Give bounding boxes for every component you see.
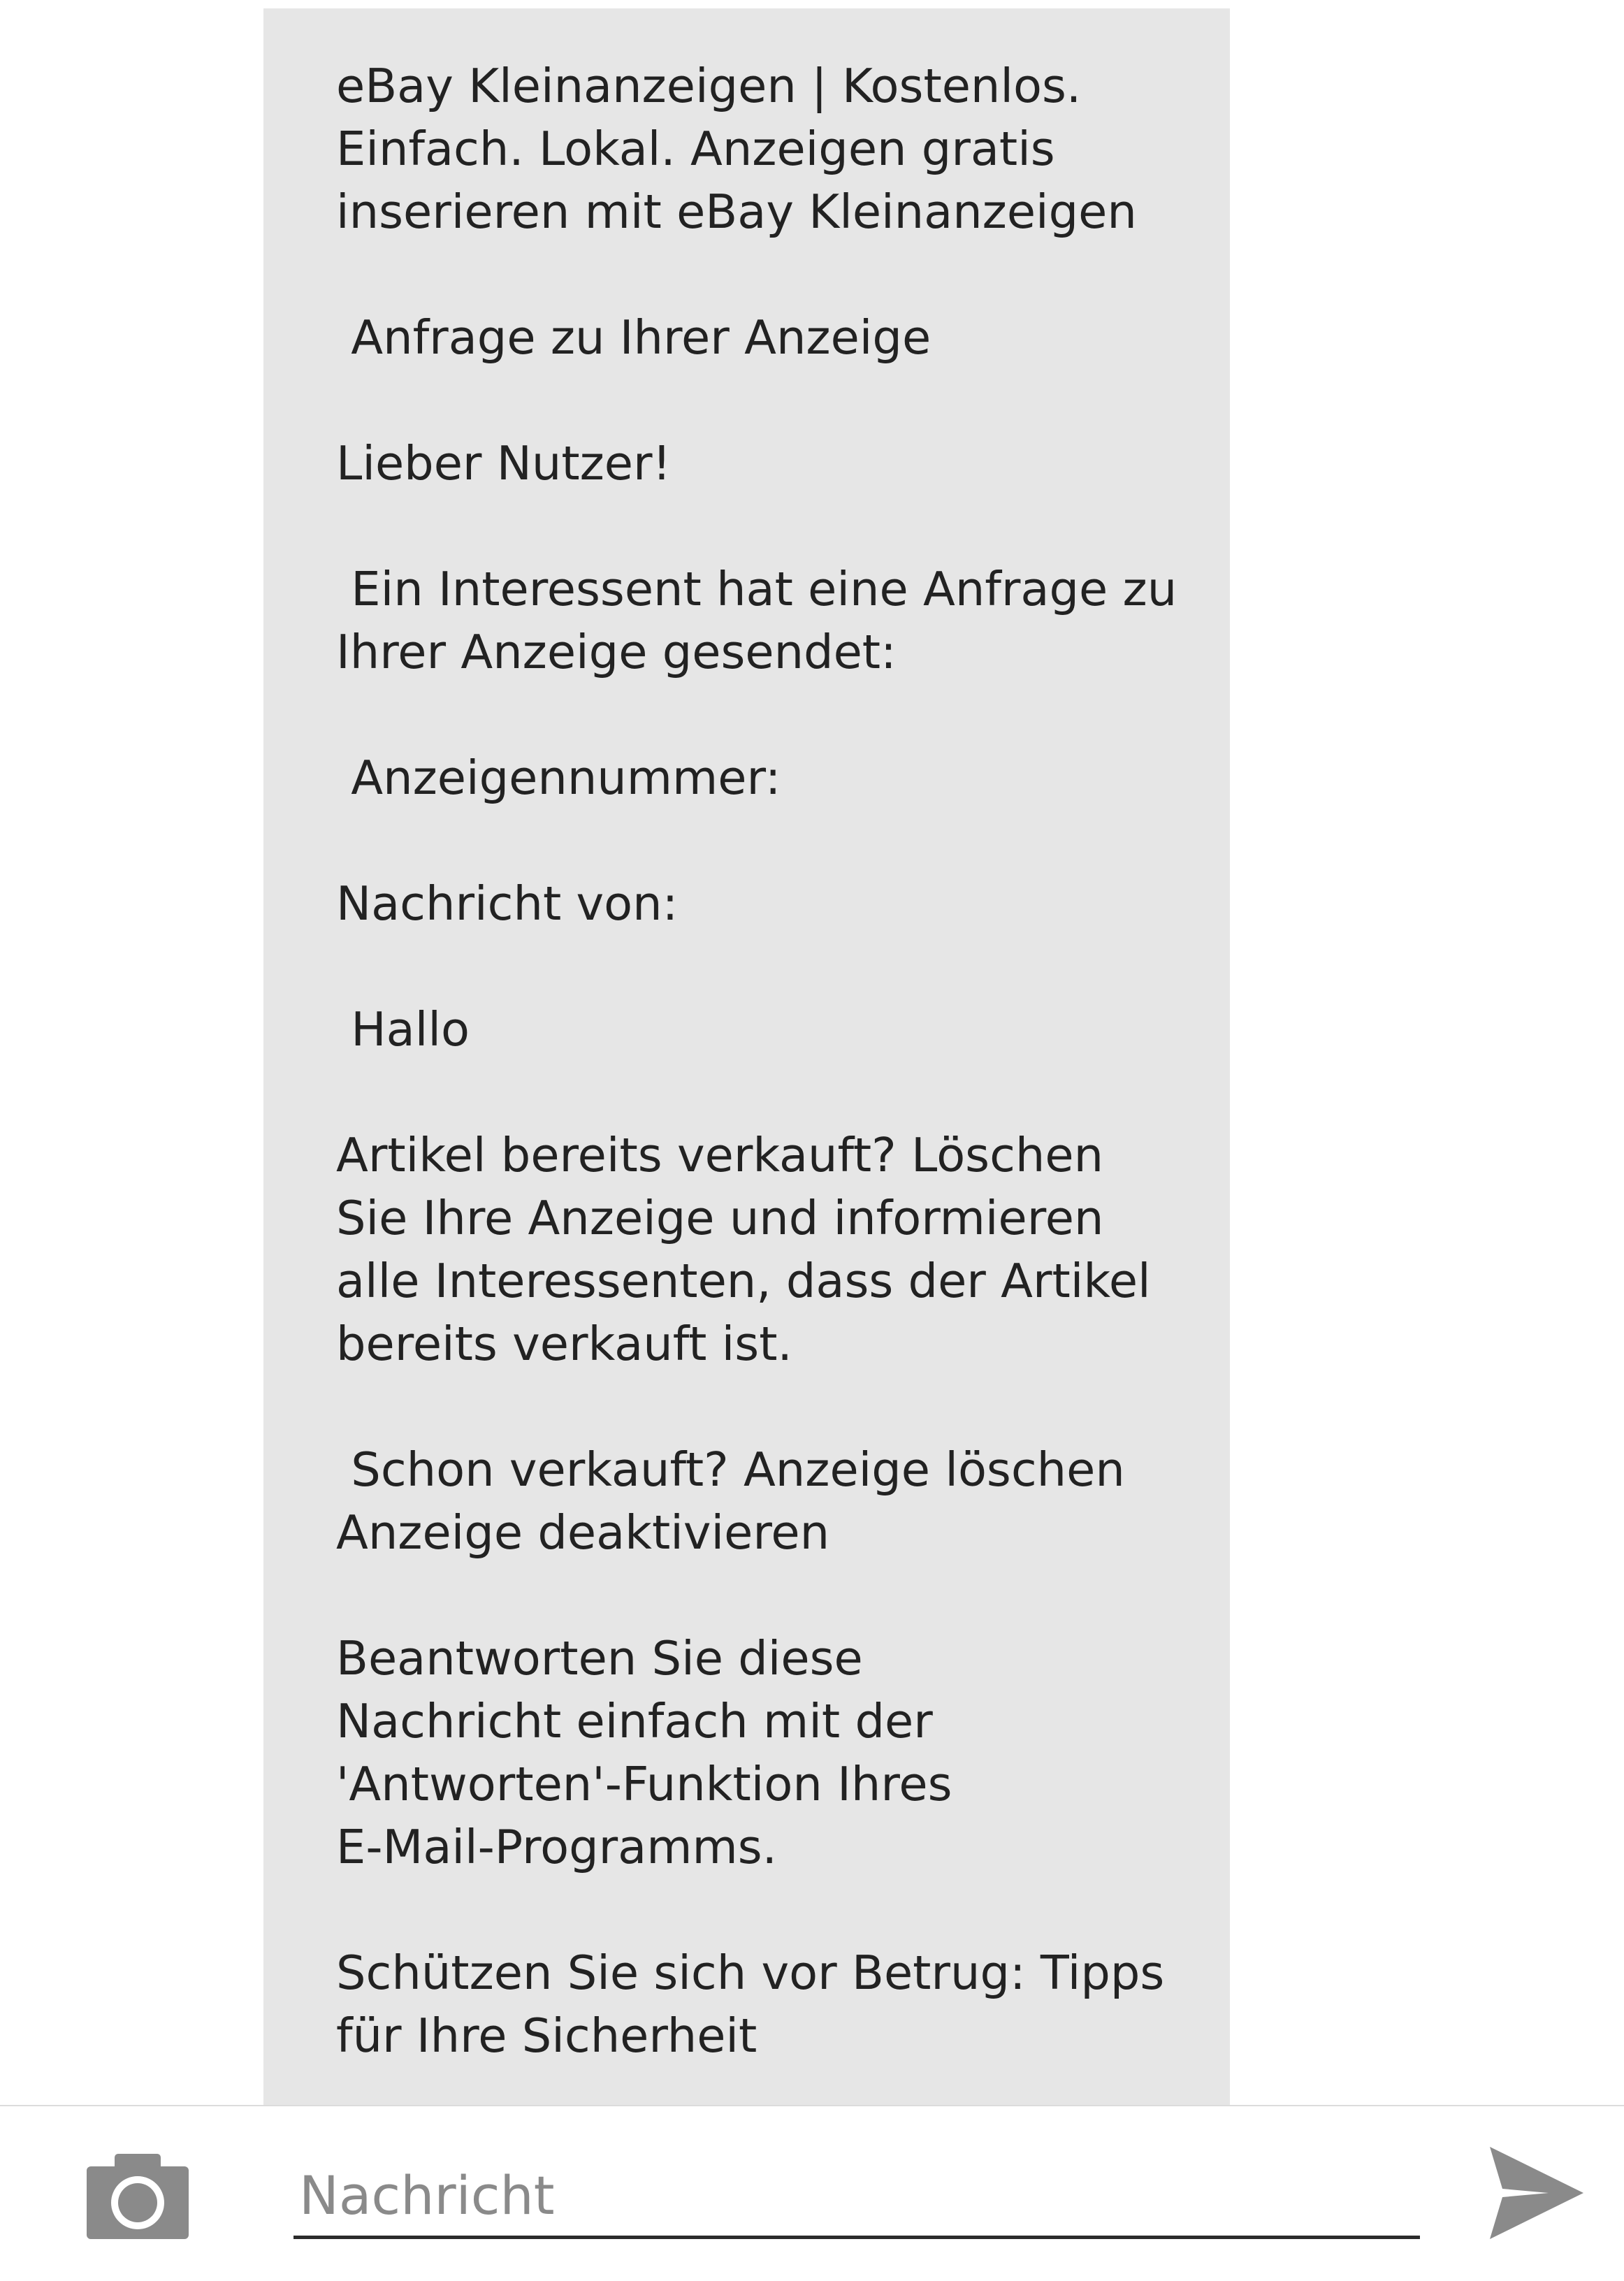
message-composer <box>0 2106 1624 2281</box>
camera-button[interactable] <box>87 2154 189 2239</box>
send-icon <box>1487 2144 1585 2242</box>
message-text: eBay Kleinanzeigen | Kostenlos. Einfach. Lokal. Anzeigen gratis inserieren mit eBay Kleinanzeigen Anfrage zu Ihrer Anzeige Lieber Nutzer! Ein Interessent hat eine Anfrage zu Ihrer Anzeige gesendet: Anzeigennummer: Nachricht von: Hallo Artikel bereits verkauft? Löschen Sie Ihre Anzeige und informieren alle Interessenten, dass der Artikel bereits verkauft ist. Schon verkauft? Anzeige löschen Anzeige deaktivieren Beantworten Sie diese Nachricht einfach mit der 'Antworten'-Funktion Ihres E-Mail-Programms. Schützen Sie sich vor Betrug: Tipps für Ihre Sicherheit <box>336 59 1177 2063</box>
camera-icon <box>87 2154 189 2239</box>
message-input[interactable] <box>293 2155 1420 2239</box>
message-bubble[interactable] <box>263 8 1230 2105</box>
send-button[interactable] <box>1487 2144 1585 2242</box>
